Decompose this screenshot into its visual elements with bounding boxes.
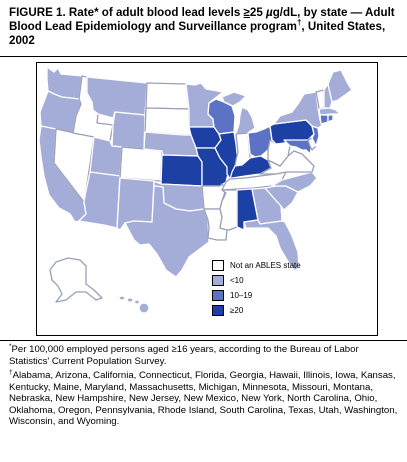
state-kansas <box>161 155 202 186</box>
legend-item-not-ables <box>212 259 330 272</box>
legend-item-10-19 <box>212 289 330 302</box>
legend-item-lt10 <box>212 274 330 287</box>
state-michigan-lower <box>236 107 255 134</box>
bottom-rule <box>0 340 407 341</box>
legend-swatch <box>212 290 224 301</box>
figure-title: FIGURE 1. Rate* of adult blood lead levels ≥25 µg/dL, by state — Adult Blood Lead Epidemiology and Surveillance program†, United States, 2002 <box>9 6 395 47</box>
legend-swatch <box>212 275 224 286</box>
legend-item-ge20 <box>212 304 330 317</box>
mu-symbol: µ <box>266 6 273 19</box>
state-connecticut <box>320 115 328 124</box>
state-colorado <box>120 147 162 181</box>
asterisk-mark: * <box>94 6 99 19</box>
state-south-dakota <box>145 108 191 135</box>
state-north-dakota <box>146 83 189 109</box>
state-massachusetts <box>319 108 340 115</box>
top-rule <box>0 56 407 57</box>
state-hawaii <box>119 296 149 313</box>
map-legend <box>212 259 330 319</box>
dagger-mark: † <box>296 18 302 28</box>
state-wyoming <box>112 112 145 149</box>
footnote-states: †Alabama, Arizona, California, Connecticut, Florida, Georgia, Hawaii, Illinois, Iowa, Kansas, Kentucky, Maine, Maryland, Massachusetts, Michigan, Minnesota, Missouri, Montana, Nebraska, New Hampshire, New Jersey, New Mexico, New York, North Carolina, Ohio, Oklahoma, Oregon, Pennsylvania, Rhode Island, South Carolina, Texas, Utah, Washington, Wisconsin, and Wyoming. <box>9 368 398 428</box>
figure-label: FIGURE 1. <box>9 6 66 19</box>
footnote-rate: *Per 100,000 employed persons aged ≥16 years, according to the Bureau of Labor Statistics' Current Population Survey. <box>9 342 359 367</box>
state-rhode-island <box>328 115 333 122</box>
legend-label: 10–19 <box>230 290 253 300</box>
legend-swatch <box>212 305 224 316</box>
ge-symbol: ≥ <box>243 6 250 19</box>
legend-label: Not an ABLES state <box>230 260 301 270</box>
legend-label: ≥20 <box>230 305 244 315</box>
state-maine <box>328 70 352 102</box>
legend-swatch <box>212 260 224 271</box>
state-alaska <box>50 258 102 302</box>
legend-label: <10 <box>230 275 244 285</box>
